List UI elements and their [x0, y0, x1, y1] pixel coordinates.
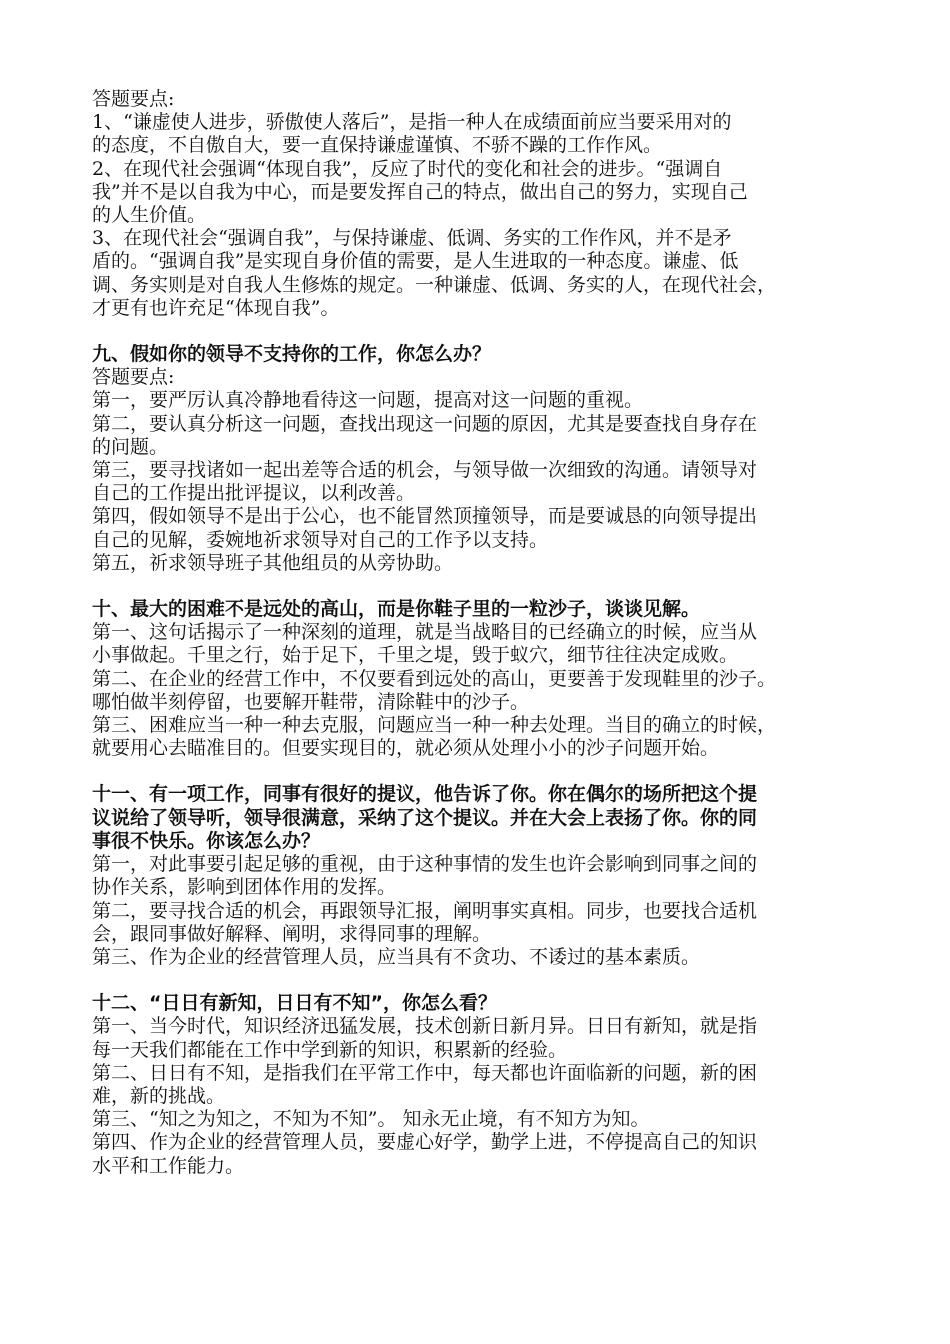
- text-line: 就要用心去瞄准目的。但要实现目的，就必须从处理小小的沙子问题开始。: [92, 737, 720, 760]
- section-heading: 十二、“日日有新知，日日有不知”，你怎么看？: [92, 992, 497, 1015]
- text-line: 才更有也许充足“体现自我”。: [92, 296, 340, 319]
- text-line: 第三、作为企业的经营管理人员，应当具有不贪功、不诿过的基本素质。: [92, 945, 701, 968]
- section-intro: [92, 88, 890, 320]
- text-line: 第二，要认真分析这一问题，查找出现这一问题的原因，尤其是要查找自身存在: [92, 412, 758, 435]
- text-line: 会，跟同事做好解释、阐明，求得同事的理解。: [92, 922, 492, 945]
- text-line: 第五，祈求领导班子其他组员的从旁协助。: [92, 551, 454, 574]
- text-line: 哪怕做半刻停留，也要解开鞋带，清除鞋中的沙子。: [92, 690, 530, 713]
- text-line: 2、在现代社会强调“体现自我”，反应了时代的变化和社会的进步。“强调自: [92, 157, 723, 180]
- text-line: 答题要点:: [92, 366, 175, 389]
- text-line: 第一、当今时代，知识经济迅猛发展，技术创新日新月异。日日有新知，就是指: [92, 1015, 758, 1038]
- text-line: 第二、在企业的经营工作中，不仅要看到远处的高山，更要善于发现鞋里的沙子。: [92, 667, 777, 690]
- text-line: 第二，要寻找合适的机会，再跟领导汇报，阐明事实真相。同步，也要找合适机: [92, 899, 758, 922]
- text-line: 答题要点:: [92, 88, 175, 110]
- text-line: 第二、日日有不知，是指我们在平常工作中，每天都也许面临新的问题，新的困: [92, 1061, 758, 1084]
- text-line: 第三，要寻找诸如一起出差等合适的机会，与领导做一次细致的沟通。请领导对: [92, 459, 758, 482]
- section-heading: 十、最大的困难不是远处的高山，而是你鞋子里的一粒沙子，谈谈见解。: [92, 598, 701, 621]
- text-line: 难，新的挑战。: [92, 1084, 226, 1107]
- section-10: [92, 598, 890, 760]
- text-line: 每一天我们都能在工作中学到新的知识，积累新的经验。: [92, 1038, 568, 1061]
- text-line: 第四、作为企业的经营管理人员，要虚心好学，勤学上进，不停提高自己的知识: [92, 1131, 758, 1154]
- text-line: 的态度，不自傲自大，要一直保持谦虚谨慎、不骄不躁的工作作风。: [92, 134, 663, 157]
- text-line: 第一，要严厉认真冷静地看待这一问题，提高对这一问题的重视。: [92, 389, 644, 412]
- text-line: 的问题。: [92, 435, 169, 458]
- text-line: 第一、这句话揭示了一种深刻的道理，就是当战略目的已经确立的时候，应当从: [92, 621, 758, 644]
- text-line: 1、“谦虚使人进步，骄傲使人落后”，是指一种人在成绩面前应当要采用对的: [92, 111, 732, 134]
- text-line: 调、务实则是对自我人生修炼的规定。一种谦虚、低调、务实的人，在现代社会，: [92, 273, 777, 296]
- section-11: [92, 783, 890, 969]
- text-line: 第四，假如领导不是出于公心，也不能冒然顶撞领导，而是要诚恳的向领导提出: [92, 505, 758, 528]
- heading-line: 事很不快乐。你该怎么办？: [92, 829, 321, 852]
- text-line: 第一，对此事要引起足够的重视，由于这种事情的发生也许会影响到同事之间的: [92, 853, 758, 876]
- text-line: 小事做起。千里之行，始于足下，千里之堤，毁于蚁穴，细节往往决定成败。: [92, 644, 739, 667]
- text-line: 的人生价值。: [92, 204, 207, 227]
- section-12: [92, 992, 890, 1178]
- text-line: 协作关系，影响到团体作用的发挥。: [92, 876, 397, 899]
- text-line: 水平和工作能力。: [92, 1154, 245, 1177]
- heading-line: 十一、有一项工作，同事有很好的提议，他告诉了你。你在偶尔的场所把这个提: [92, 783, 758, 806]
- text-line: 第三、困难应当一种一种去克服，问题应当一种一种去处理。当目的确立的时候，: [92, 714, 777, 737]
- text-line: 自己的见解，委婉地祈求领导对自己的工作予以支持。: [92, 528, 549, 551]
- section-9: [92, 343, 890, 575]
- text-line: 3、在现代社会“强调自我”，与保持谦虚、低调、务实的工作作风，并不是矛: [92, 227, 732, 250]
- text-line: 盾的。“强调自我”是实现自身价值的需要，是人生进取的一种态度。谦虚、低: [92, 250, 739, 273]
- heading-line: 议说给了领导听，领导很满意，采纳了这个提议。并在大会上表扬了你。你的同: [92, 806, 758, 829]
- text-line: 第三、“知之为知之，不知为不知”。 知永无止境，有不知方为知。: [92, 1108, 650, 1131]
- text-line: 自己的工作提出批评提议，以利改善。: [92, 482, 416, 505]
- text-line: 我”并不是以自我为中心，而是要发挥自己的特点，做出自己的努力，实现自己: [92, 180, 748, 203]
- section-heading-multiline: [92, 783, 890, 853]
- section-heading: 九、假如你的领导不支持你的工作，你怎么办？: [92, 343, 492, 366]
